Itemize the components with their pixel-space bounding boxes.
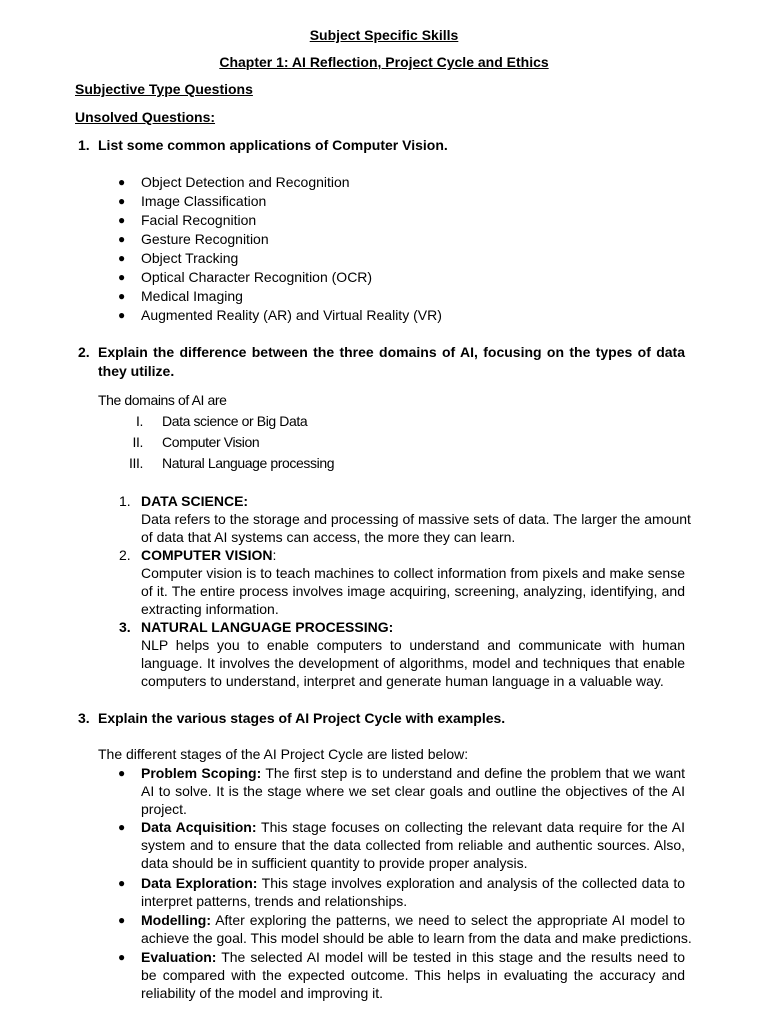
stage-line bbox=[141, 874, 685, 892]
list-item: Data science or Big Data bbox=[162, 413, 308, 429]
list-item: Augmented Reality (AR) and Virtual Reality (VR) bbox=[141, 307, 442, 323]
domain-text: language. It involves the development of algorithms, model and techniques that enable bbox=[141, 655, 685, 671]
stage-text: After exploring the patterns, we need to select the appropriate AI model to bbox=[215, 912, 685, 928]
q1-number: 1. bbox=[78, 137, 90, 153]
stage-text: achieve the goal. This model should be able to learn from the data and make predictions. bbox=[141, 930, 692, 946]
domain-title: COMPUTER VISION bbox=[141, 547, 273, 563]
stage-title: Data Acquisition: bbox=[141, 819, 257, 835]
stage-text: be compared with the expected outcome. This helps in evaluating the accuracy and bbox=[141, 967, 685, 983]
q3-number: 3. bbox=[78, 710, 90, 726]
domain-text: NLP helps you to enable computers to understand and communicate with human bbox=[141, 637, 685, 653]
list-item: Gesture Recognition bbox=[141, 231, 269, 247]
stage-text: data should be in sufficient quantity to provide proper analysis. bbox=[141, 855, 528, 871]
list-item: Object Tracking bbox=[141, 250, 239, 266]
bullet-icon: ● bbox=[118, 251, 126, 265]
q3-intro: The different stages of the AI Project Cycle are listed below: bbox=[98, 746, 469, 762]
bullet-icon: ● bbox=[118, 175, 126, 189]
stage-text: project. bbox=[141, 801, 187, 817]
list-item: Medical Imaging bbox=[141, 288, 243, 304]
domain-number: 3. bbox=[119, 619, 131, 635]
stage-line bbox=[141, 818, 685, 836]
list-item: Computer Vision bbox=[162, 434, 260, 450]
stage-line bbox=[141, 764, 685, 782]
roman-numeral: III. bbox=[129, 455, 143, 471]
list-item: Image Classification bbox=[141, 193, 267, 209]
roman-numeral: II. bbox=[132, 434, 143, 450]
bullet-icon: ● bbox=[118, 820, 126, 834]
bullet-icon: ● bbox=[118, 876, 126, 890]
stage-text: system and to ensure that the data collected from reliable and authentic sources. Also, bbox=[141, 837, 685, 853]
q2-question-line2: they utilize. bbox=[98, 363, 175, 379]
stage-text: The selected AI model will be tested in this stage and the results need to bbox=[221, 949, 685, 965]
stage-line bbox=[141, 911, 685, 929]
bullet-icon: ● bbox=[118, 289, 126, 303]
bullet-icon: ● bbox=[118, 913, 126, 927]
bullet-icon: ● bbox=[118, 213, 126, 227]
stage-title: Problem Scoping: bbox=[141, 765, 262, 781]
list-item: Object Detection and Recognition bbox=[141, 174, 350, 190]
domain-text: of it. The entire process involves image acquiring, screening, analyzing, identifying, and bbox=[141, 583, 685, 599]
domain-text: Data refers to the storage and processing of massive sets of data. The larger the amount bbox=[141, 511, 691, 527]
q2-question-line1: Explain the difference between the three domains of AI, focusing on the types of data bbox=[98, 344, 685, 360]
chapter-title: Chapter 1: AI Reflection, Project Cycle and Ethics bbox=[219, 54, 549, 70]
domain-text: of data that AI systems can access, the more they can learn. bbox=[141, 529, 516, 545]
stage-text: The first step is to understand and define the problem that we want bbox=[265, 765, 685, 781]
stage-text: This stage focuses on collecting the relevant data require for the AI bbox=[261, 819, 685, 835]
list-item: Natural Language processing bbox=[162, 455, 335, 471]
domain-text: extracting information. bbox=[141, 601, 279, 617]
bullet-icon: ● bbox=[118, 308, 126, 322]
domain-number: 1. bbox=[119, 493, 131, 509]
stage-line bbox=[141, 948, 685, 966]
stage-text: This stage involves exploration and analysis of the collected data to bbox=[261, 875, 685, 891]
bullet-icon: ● bbox=[118, 766, 126, 780]
stage-title: Evaluation: bbox=[141, 949, 217, 965]
domain-text: computers to understand, interpret and generate human language in a valuable way. bbox=[141, 673, 664, 689]
domain-text: Computer vision is to teach machines to collect information from pixels and make sense bbox=[141, 565, 685, 581]
domain-title-suffix: : bbox=[272, 547, 277, 563]
domain-title: NATURAL LANGUAGE PROCESSING: bbox=[141, 619, 394, 635]
document-title: Subject Specific Skills bbox=[309, 27, 459, 43]
section-heading: Subjective Type Questions bbox=[75, 81, 253, 97]
list-item: Optical Character Recognition (OCR) bbox=[141, 269, 373, 285]
domain-title: DATA SCIENCE: bbox=[141, 493, 249, 509]
stage-title: Data Exploration: bbox=[141, 875, 258, 891]
q1-question: List some common applications of Computer Vision. bbox=[98, 137, 448, 153]
q2-number: 2. bbox=[78, 344, 90, 360]
list-item: Facial Recognition bbox=[141, 212, 257, 228]
stage-title: Modelling: bbox=[141, 912, 211, 928]
stage-text: interpret patterns, trends and relationships. bbox=[141, 893, 408, 909]
q2-intro: The domains of AI are bbox=[98, 392, 227, 408]
stage-text: AI to solve. It is the stage where we set clear goals and outline the objectives of the AI bbox=[141, 783, 685, 799]
q3-question: Explain the various stages of AI Project Cycle with examples. bbox=[98, 710, 506, 726]
subsection-heading: Unsolved Questions: bbox=[75, 109, 216, 125]
bullet-icon: ● bbox=[118, 194, 126, 208]
stage-text: reliability of the model and improving it. bbox=[141, 985, 384, 1001]
domain-number: 2. bbox=[119, 547, 131, 563]
bullet-icon: ● bbox=[118, 950, 126, 964]
domain-title-line bbox=[141, 546, 276, 564]
bullet-icon: ● bbox=[118, 270, 126, 284]
roman-numeral: I. bbox=[136, 413, 143, 429]
bullet-icon: ● bbox=[118, 232, 126, 246]
